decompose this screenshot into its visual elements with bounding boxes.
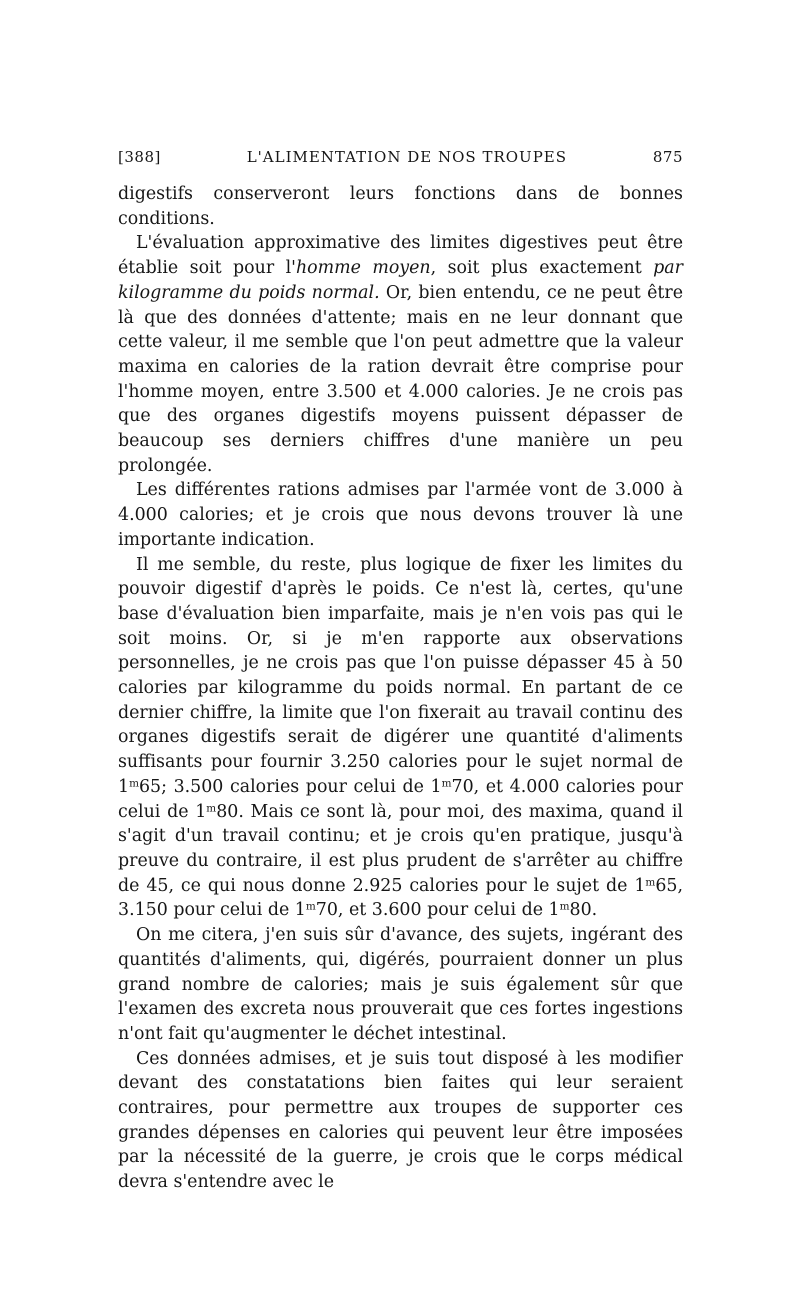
bracket-page-ref: [388] (118, 148, 161, 166)
text-run: , soit plus exactement (430, 258, 654, 279)
text-run: Les différentes rations admises par l'armée vont de 3.000 à 4.000 calories; et je crois que nous devons trouver là une importante indication. (118, 480, 683, 550)
book-page (118, 148, 683, 1195)
text-run: L'évaluation approximative des limites digestives peut être établie soit pour l' (118, 233, 683, 279)
paragraph (118, 553, 683, 924)
paragraph (118, 231, 683, 478)
text-run: On me citera, j'en suis sûr d'avance, des sujets, ingérant des quantités d'aliments, qui, digérés, pourraient donner un plus grand nombre de calories; mais je suis également sûr que l'examen des excreta nous prouverait que ces fortes ingestions n'ont fait qu'augmenter le déchet intestinal. (118, 925, 683, 1044)
text-run: 80. Mais ce sont là, pour moi, des maxima, quand il s'agit d'un travail continu; et je crois qu'en pratique, jusqu'à preuve du contraire, il est plus prudent de s'arrêter au chiffre de 45, ce qui nous donne 2.925 calories pour le sujet de 1 (118, 801, 683, 896)
superscript-unit: m (305, 900, 316, 913)
text-run: 65; 3.500 calories pour celui de 1 (138, 776, 442, 797)
text-run: 65, 3.150 pour celui de 1 (118, 875, 683, 921)
text-run: 70, et 3.600 pour celui de 1 (315, 900, 560, 921)
superscript-unit: m (206, 801, 217, 814)
text-run: digestifs conserveront leurs fonctions dans de bonnes conditions. (118, 184, 683, 229)
text-run: 80. (569, 900, 598, 921)
italic-text: homme moyen (295, 258, 431, 279)
paragraph (118, 182, 683, 231)
text-run: Or, bien entendu, ce ne peut être là que des données d'attente; mais en ne leur donnant que cette valeur, il me semble que l'on peut admettre que la valeur maxima en calories de la ration devrait être comprise pour l'homme moyen, entre 3.500 et 4.000 calories. Je ne crois pas que des organes digestifs moyens puissent dépasser de beaucoup ses derniers chiffres d'une manière un peu prolongée. (118, 282, 683, 476)
superscript-unit: m (441, 777, 452, 790)
text-run: Ces données admises, et je suis tout disposé à les modifier devant des constatations bien faites qui leur seraient contraires, pour permettre aux troupes de supporter ces grandes dépenses en calories qui peuvent leur être imposées par la nécessité de la guerre, je crois que le corps médical devra s'entendre avec le (118, 1048, 683, 1193)
paragraph (118, 923, 683, 1047)
italic-text: par kilogramme du poids normal. (118, 258, 683, 303)
running-title: L'ALIMENTATION DE NOS TROUPES (246, 148, 568, 166)
superscript-unit: m (645, 875, 656, 888)
body-text (118, 182, 683, 1195)
text-run: 70, et 4.000 calories pour celui de 1 (118, 776, 683, 822)
running-head (118, 148, 683, 172)
page-number: 875 (652, 148, 683, 166)
text-run: Il me semble, du reste, plus logique de fixer les limites du pouvoir digestif d'après le poids. Ce n'est là, certes, qu'une base d'évaluation bien imparfaite, mais je n'en vois pas qui le soit moins. Or, si je m'en rapporte aux observations personnelles, je ne crois pas que l'on puisse dépasser 45 à 50 calories par kilogramme du poids normal. En partant de ce dernier chiffre, la limite que l'on fixerait au travail continu des organes digestifs serait de digérer une quantité d'aliments suffisants pour fournir 3.250 calories pour le sujet normal de 1 (118, 554, 683, 797)
paragraph (118, 478, 683, 552)
superscript-unit: m (129, 777, 139, 790)
superscript-unit: m (559, 900, 570, 913)
paragraph (118, 1047, 683, 1195)
